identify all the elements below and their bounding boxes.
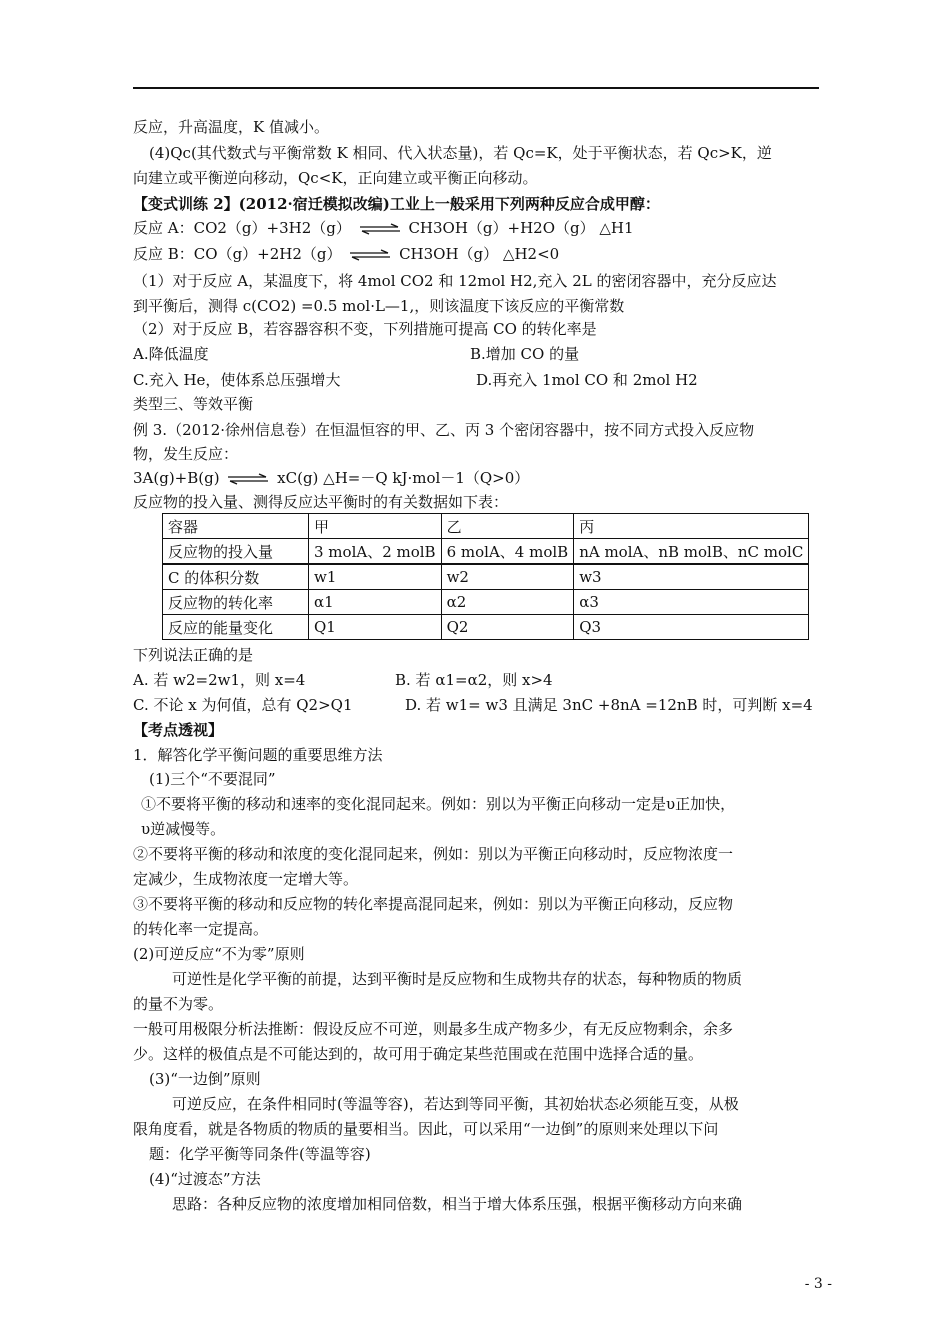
text-line: 的量不为零。	[133, 995, 224, 1013]
text-line: (2)可逆反应“不为零”原则	[133, 945, 305, 963]
text-line: 物，发生反应：	[133, 445, 239, 463]
text-line: (1)三个“不要混同”	[149, 770, 276, 788]
equilibrium-arrow-icon	[226, 473, 270, 485]
text-line: 定减少，生成物浓度一定增大等。	[133, 870, 359, 888]
question-text: 下列说法正确的是	[133, 646, 254, 664]
reaction-b	[133, 243, 559, 265]
table-row	[163, 539, 809, 565]
table-header-cell: 甲	[309, 514, 442, 539]
header-rule	[133, 87, 819, 89]
table-cell: α2	[441, 590, 574, 615]
reaction-b-left: 反应 B：CO（g）+2H2（g）	[133, 245, 342, 263]
text-line: (3)“一边倒”原则	[149, 1070, 261, 1088]
section-heading: 【考点透视】	[133, 721, 224, 739]
text-line: 可逆反应，在条件相同时(等温等容)，若达到等同平衡，其初始状态必须能互变，从极	[172, 1095, 739, 1113]
table-header-row	[163, 514, 809, 539]
section-heading: 类型三、等效平衡	[133, 395, 254, 413]
text-line: 的转化率一定提高。	[133, 920, 269, 938]
text-line: 少。这样的极值点是不可能达到的，故可用于确定某些范围或在范围中选择合适的量。	[133, 1045, 704, 1063]
text-line: 1．解答化学平衡问题的重要思维方法	[133, 746, 383, 764]
table-row	[163, 615, 809, 640]
table-cell: 反应的能量变化	[163, 615, 309, 640]
table-cell: 6 molA、4 molB	[441, 539, 574, 565]
reaction-a	[133, 217, 634, 239]
text-line: υ逆减慢等。	[141, 820, 226, 838]
page-number: - 3 -	[804, 1276, 832, 1292]
exercise-heading: 【变式训练 2】(2012·宿迁模拟改编)工业上一般采用下列两种反应合成甲醇：	[133, 195, 660, 213]
text-line: 反应物的投入量、测得反应达平衡时的有关数据如下表：	[133, 493, 509, 511]
text-line: ③不要将平衡的移动和反应物的转化率提高混同起来，例如：别以为平衡正向移动，反应物	[133, 895, 734, 913]
text-line: ②不要将平衡的移动和浓度的变化混同起来，例如：别以为平衡正向移动时，反应物浓度一	[133, 845, 734, 863]
text-line: 例 3.（2012·徐州信息卷）在恒温恒容的甲、乙、丙 3 个密闭容器中，按不同方式投入反应物	[133, 421, 755, 439]
text-line: 思路：各种反应物的浓度增加相同倍数，相当于增大体系压强，根据平衡移动方向来确	[172, 1195, 743, 1213]
reaction-3	[133, 467, 529, 489]
text-line: 到平衡后，测得 c(CO2) =0.5 mol·L—1,，则该温度下该反应的平衡常数	[133, 297, 625, 315]
text-line: 向建立或平衡逆向移动，Qc<K，正向建立或平衡正向移动。	[133, 169, 538, 187]
table-cell: α1	[309, 590, 442, 615]
text-line: （2）对于反应 B，若容器容积不变，下列措施可提高 CO 的转化率是	[133, 320, 597, 338]
text-line: 反应，升高温度，K 值减小。	[133, 118, 329, 136]
equilibrium-arrow-icon	[358, 223, 402, 235]
table-row	[163, 564, 809, 590]
table-cell: Q2	[441, 615, 574, 640]
text-line: 限角度看，就是各物质的物质的量要相当。因此，可以采用“一边倒”的原则来处理以下问	[133, 1120, 719, 1138]
text-line: （1）对于反应 A，某温度下，将 4mol CO2 和 12mol H2,充入 2L 的密闭容器中，充分反应达	[133, 272, 777, 290]
text-line: 题：化学平衡等同条件(等温等容)	[149, 1145, 371, 1163]
table-cell: 反应物的投入量	[163, 539, 309, 565]
option-b: B.增加 CO 的量	[470, 345, 580, 363]
text-line: 可逆性是化学平衡的前提，达到平衡时是反应物和生成物共存的状态，每种物质的物质	[172, 970, 743, 988]
option-c: C.充入 He，使体系总压强增大	[133, 371, 341, 389]
option-d: D. 若 w1= w3 且满足 3nC +8nA =12nB 时，可判断 x=4	[405, 696, 813, 714]
reaction-3-left: 3A(g)+B(g)	[133, 469, 220, 487]
table-header-cell: 乙	[441, 514, 574, 539]
table-cell: w1	[309, 564, 442, 590]
table-header-cell: 容器	[163, 514, 309, 539]
text-line: (4)“过渡态”方法	[149, 1170, 261, 1188]
option-c: C. 不论 x 为何值，总有 Q2>Q1	[133, 696, 353, 714]
text-line: ①不要将平衡的移动和速率的变化混同起来。例如：别以为平衡正向移动一定是υ正加快，	[141, 795, 736, 813]
option-d: D.再充入 1mol CO 和 2mol H2	[476, 371, 698, 389]
table-cell: Q1	[309, 615, 442, 640]
equilibrium-arrow-icon	[348, 249, 392, 261]
option-a: A.降低温度	[133, 345, 209, 363]
reaction-a-right: CH3OH（g）+H2O（g） △H1	[408, 219, 634, 237]
text-line: 一般可用极限分析法推断：假设反应不可逆，则最多生成产物多少，有无反应物剩余，余多	[133, 1020, 734, 1038]
table-row	[163, 590, 809, 615]
table-cell: w2	[441, 564, 574, 590]
table-cell: nA molA、nB molB、nC molC	[574, 539, 809, 565]
option-b: B. 若 α1=α2，则 x>4	[395, 671, 553, 689]
reaction-a-left: 反应 A：CO2（g）+3H2（g）	[133, 219, 351, 237]
table-cell: 反应物的转化率	[163, 590, 309, 615]
table-header-cell: 丙	[574, 514, 809, 539]
option-a: A. 若 w2=2w1，则 x=4	[133, 671, 306, 689]
table-cell: 3 molA、2 molB	[309, 539, 442, 565]
table-cell: C 的体积分数	[163, 564, 309, 590]
text-line: (4)Qc(其代数式与平衡常数 K 相同、代入状态量)，若 Qc=K，处于平衡状态，若 Qc>K，逆	[149, 144, 772, 162]
table-cell: w3	[574, 564, 809, 590]
data-table	[162, 513, 809, 640]
table-cell: α3	[574, 590, 809, 615]
table-cell: Q3	[574, 615, 809, 640]
reaction-b-right: CH3OH（g） △H2<0	[399, 245, 560, 263]
reaction-3-right: xC(g) △H=－Q kJ·mol－1（Q>0）	[277, 469, 530, 487]
